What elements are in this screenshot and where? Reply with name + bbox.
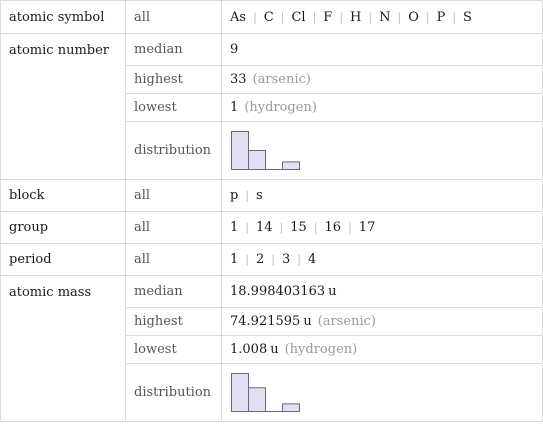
value: 74.921595: [230, 314, 301, 329]
value-item: 2: [256, 252, 265, 267]
histogram-bar: [283, 161, 300, 169]
value-item: H: [350, 9, 362, 25]
value-list: [222, 180, 543, 212]
separator: |: [245, 221, 249, 234]
separator: |: [339, 10, 344, 24]
value-item: 14: [256, 220, 273, 235]
value-cell: [222, 34, 543, 66]
value: 33: [230, 72, 247, 87]
value-list: [222, 244, 543, 276]
value-note: (hydrogen): [284, 342, 358, 357]
value-cell: [222, 94, 543, 122]
separator: |: [271, 253, 275, 266]
separator: |: [280, 10, 285, 24]
value-cell: [222, 336, 543, 364]
unit: u: [270, 342, 279, 357]
value-item: 4: [308, 252, 317, 267]
sub-label: all: [126, 212, 222, 244]
sub-label: lowest: [126, 336, 222, 364]
histogram-bar: [283, 403, 300, 411]
value-item: O: [408, 9, 419, 25]
value: 18.998403163: [230, 284, 326, 299]
property-label: atomic mass: [1, 276, 126, 422]
value-item: 17: [358, 220, 376, 235]
value-item: 16: [324, 220, 342, 235]
sub-label: lowest: [126, 94, 222, 122]
sub-label: all: [126, 180, 222, 212]
value-note: (arsenic): [252, 72, 311, 87]
row-atomic-mass-median: [1, 276, 543, 308]
value-item: As: [230, 9, 247, 25]
value-cell: [222, 308, 543, 336]
separator: |: [313, 221, 318, 234]
unit: u: [328, 284, 337, 299]
value-item: p: [230, 188, 239, 203]
row-atomic-number-median: [1, 34, 543, 66]
separator: |: [397, 10, 402, 24]
value-cell: [222, 276, 543, 308]
property-label: atomic symbol: [1, 1, 126, 34]
histogram-bar: [249, 150, 266, 169]
histogram-bar: [249, 387, 266, 411]
separator: |: [253, 10, 257, 24]
value-item: F: [323, 9, 333, 25]
row-period: [1, 244, 543, 276]
sub-label: all: [126, 244, 222, 276]
histogram-bar: [232, 131, 249, 169]
value-item: Cl: [291, 9, 306, 25]
separator: |: [312, 10, 317, 24]
distribution-histogram: [230, 372, 310, 414]
property-label: block: [1, 180, 126, 212]
value-note: (hydrogen): [244, 100, 317, 115]
value-item: C: [263, 9, 274, 25]
value-item: s: [256, 188, 263, 203]
separator: |: [297, 253, 301, 266]
sub-label: median: [126, 34, 222, 66]
sub-label: highest: [126, 308, 222, 336]
value: 1: [230, 100, 239, 115]
property-label: group: [1, 212, 126, 244]
value-item: 15: [290, 220, 307, 235]
separator: |: [245, 189, 250, 202]
histogram-bar: [232, 373, 249, 411]
sub-label: distribution: [126, 364, 222, 422]
separator: |: [452, 10, 457, 24]
separator: |: [368, 10, 373, 24]
value-item: N: [379, 9, 391, 25]
distribution-histogram: [230, 130, 310, 172]
row-atomic-symbol: [1, 1, 543, 34]
sub-label: median: [126, 276, 222, 308]
distribution-cell: [222, 122, 543, 180]
value-cell: [222, 66, 543, 94]
row-block: [1, 180, 543, 212]
value-list: [222, 212, 543, 244]
distribution-cell: [222, 364, 543, 422]
value: 1.008: [230, 342, 268, 357]
separator: |: [425, 10, 430, 24]
value-item: 1: [230, 220, 239, 235]
row-group: [1, 212, 543, 244]
value-item: S: [463, 9, 472, 25]
sub-label: highest: [126, 66, 222, 94]
property-label: period: [1, 244, 126, 276]
sub-label: all: [126, 1, 222, 34]
sub-label: distribution: [126, 122, 222, 180]
value-note: (arsenic): [317, 314, 376, 329]
separator: |: [245, 253, 249, 266]
value-item: 1: [230, 252, 239, 267]
separator: |: [348, 221, 352, 234]
separator: |: [279, 221, 284, 234]
value-item: P: [436, 9, 446, 25]
value: 9: [230, 42, 239, 57]
property-label: atomic number: [1, 34, 126, 180]
unit: u: [303, 314, 312, 329]
value-list: [222, 1, 543, 34]
value-item: 3: [282, 252, 291, 267]
